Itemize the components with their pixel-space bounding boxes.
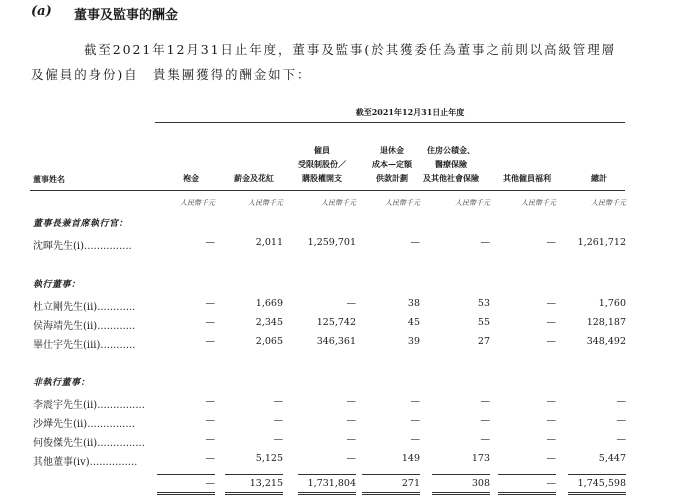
- table-cell: 1,669: [255, 298, 283, 309]
- column-header-line: 成本—定額: [372, 159, 412, 169]
- unit-label: 人民幣千元: [591, 199, 626, 207]
- column-header-line: 僱員: [314, 145, 330, 155]
- table-cell: —: [410, 415, 420, 426]
- total-cell: —: [205, 478, 215, 489]
- column-header-line: 住房公積金、: [427, 145, 475, 155]
- intro-paragraph-line-1: 截至2021年12月31日止年度，董事及監事(於其獲委任為董事之前則以高級管理層: [84, 42, 617, 57]
- table-cell: —: [346, 396, 356, 407]
- table-cell: 27: [477, 336, 490, 347]
- table-cell: —: [616, 434, 626, 445]
- intro-paragraph-line-2: 及僱員的身份)自 貴集團獲得的酬金如下：: [31, 67, 312, 82]
- table-row-name: [33, 336, 135, 351]
- table-cell: —: [205, 336, 215, 347]
- column-header-line: 及其他社會保險: [423, 173, 479, 183]
- table-cell: 5,125: [255, 453, 283, 464]
- column-header: [566, 171, 632, 185]
- table-cell: —: [546, 396, 556, 407]
- leader-dots: ...............: [97, 438, 145, 449]
- table-cell: —: [205, 396, 215, 407]
- section-title: 董事及監事的酬金: [74, 8, 179, 23]
- section-label: (a): [31, 4, 52, 19]
- table-cell: —: [346, 415, 356, 426]
- subtotal-rule: [568, 474, 626, 475]
- director-name: 李震宇先生(ii): [33, 400, 98, 411]
- table-row-name: [33, 317, 135, 332]
- column-header-line: 購股權開支: [302, 173, 342, 183]
- table-cell: 128,187: [586, 317, 626, 328]
- table-cell: 125,742: [316, 317, 356, 328]
- unit-label: 人民幣千元: [385, 199, 420, 207]
- table-cell: —: [546, 298, 556, 309]
- total-double-rule: [568, 492, 626, 495]
- table-cell: —: [480, 237, 490, 248]
- total-cell: 1,745,598: [577, 478, 626, 489]
- total-cell: —: [546, 478, 556, 489]
- column-header-line: 其他僱員福利: [503, 173, 551, 183]
- table-cell: 2,011: [255, 237, 283, 248]
- table-cell: —: [480, 434, 490, 445]
- table-cell: —: [205, 237, 215, 248]
- period-header-rule: [155, 122, 625, 123]
- leader-dots: ...............: [97, 400, 145, 411]
- column-header: [161, 171, 221, 185]
- table-cell: —: [546, 453, 556, 464]
- table-cell: 2,065: [255, 336, 283, 347]
- subtotal-rule: [157, 474, 215, 475]
- table-cell: —: [410, 396, 420, 407]
- period-header: 截至2021年12月31日止年度: [355, 107, 465, 117]
- director-name: 杜立剛先生(ii): [33, 302, 98, 313]
- column-header: [282, 143, 362, 185]
- table-cell: —: [205, 415, 215, 426]
- column-header-line: 總計: [591, 173, 607, 183]
- total-cell: 13,215: [249, 478, 283, 489]
- total-cell: 271: [401, 478, 420, 489]
- total-double-rule: [157, 492, 215, 495]
- column-header: [492, 171, 562, 185]
- table-cell: —: [410, 434, 420, 445]
- table-row-name: [33, 415, 135, 430]
- total-double-rule: [362, 492, 420, 495]
- leader-dots: ...........: [100, 340, 136, 351]
- table-cell: 149: [401, 453, 420, 464]
- column-header-line: 醫療保險: [435, 159, 467, 169]
- table-cell: 5,447: [598, 453, 626, 464]
- unit-label: 人民幣千元: [521, 199, 556, 207]
- group-title: 執行董事：: [33, 280, 81, 290]
- table-cell: 346,361: [316, 336, 356, 347]
- table-cell: —: [205, 298, 215, 309]
- table-cell: —: [273, 396, 283, 407]
- leader-dots: ...............: [89, 457, 138, 468]
- column-header-line: 受限制股份／: [298, 159, 346, 169]
- table-cell: —: [273, 434, 283, 445]
- director-name: 其他董事(iv): [33, 457, 90, 468]
- group-title: 董事長兼首席執行官：: [33, 219, 129, 229]
- column-header: [219, 171, 289, 185]
- table-row-name: [33, 396, 145, 411]
- leader-dots: ............: [97, 302, 136, 313]
- unit-label: 人民幣千元: [248, 199, 283, 207]
- table-cell: —: [546, 237, 556, 248]
- director-name: 畢仕宇先生(iii): [33, 340, 101, 351]
- director-name: 何俊傑先生(ii): [33, 438, 98, 449]
- table-cell: —: [480, 396, 490, 407]
- leader-dots: ............: [97, 321, 136, 332]
- table-row-name: [33, 453, 137, 468]
- table-cell: 39: [407, 336, 420, 347]
- table-cell: —: [346, 453, 356, 464]
- column-header-line: 袍金: [183, 173, 199, 183]
- table-cell: —: [205, 317, 215, 328]
- director-name-header: 董事姓名: [33, 174, 65, 184]
- total-cell: 1,731,804: [307, 478, 356, 489]
- total-double-rule: [498, 492, 556, 495]
- director-name: 沈暉先生(i): [33, 241, 85, 252]
- table-cell: —: [205, 453, 215, 464]
- subtotal-rule: [498, 474, 556, 475]
- table-cell: 1,261,712: [577, 237, 626, 248]
- table-cell: —: [546, 415, 556, 426]
- subtotal-rule: [362, 474, 420, 475]
- table-cell: 1,259,701: [307, 237, 356, 248]
- table-cell: 53: [477, 298, 490, 309]
- table-cell: —: [205, 434, 215, 445]
- table-cell: 55: [477, 317, 490, 328]
- table-cell: 348,492: [586, 336, 626, 347]
- table-cell: —: [616, 415, 626, 426]
- director-name: 侯海靖先生(ii): [33, 321, 98, 332]
- table-cell: 45: [407, 317, 420, 328]
- column-header-line: 薪金及花紅: [234, 173, 274, 183]
- group-title: 非執行董事：: [33, 378, 91, 388]
- table-cell: —: [273, 415, 283, 426]
- table-row-name: [33, 298, 135, 313]
- director-name: 沙燁先生(ii): [33, 419, 88, 430]
- leader-dots: ...............: [87, 419, 135, 430]
- subtotal-rule: [225, 474, 283, 475]
- table-cell: —: [346, 434, 356, 445]
- table-cell: —: [616, 396, 626, 407]
- unit-label: 人民幣千元: [455, 199, 490, 207]
- total-cell: 308: [471, 478, 490, 489]
- leader-dots: ...............: [84, 241, 132, 252]
- unit-label: 人民幣千元: [180, 199, 215, 207]
- subtotal-rule: [432, 474, 490, 475]
- table-cell: 38: [407, 298, 420, 309]
- table-cell: —: [546, 434, 556, 445]
- table-cell: 1,760: [598, 298, 626, 309]
- header-bottom-rule: [30, 190, 625, 191]
- table-row-name: [33, 434, 145, 449]
- table-cell: —: [346, 298, 356, 309]
- table-cell: —: [480, 415, 490, 426]
- column-header-line: 退休金: [380, 145, 404, 155]
- total-double-rule: [432, 492, 490, 495]
- unit-label: 人民幣千元: [321, 199, 356, 207]
- table-cell: —: [546, 336, 556, 347]
- table-cell: —: [410, 237, 420, 248]
- table-cell: —: [546, 317, 556, 328]
- table-row-name: [33, 237, 132, 252]
- table-cell: 2,345: [255, 317, 283, 328]
- total-double-rule: [298, 492, 356, 495]
- table-cell: 173: [471, 453, 490, 464]
- total-double-rule: [225, 492, 283, 495]
- subtotal-rule: [298, 474, 356, 475]
- column-header: [406, 143, 496, 185]
- column-header-line: 供款計劃: [376, 173, 408, 183]
